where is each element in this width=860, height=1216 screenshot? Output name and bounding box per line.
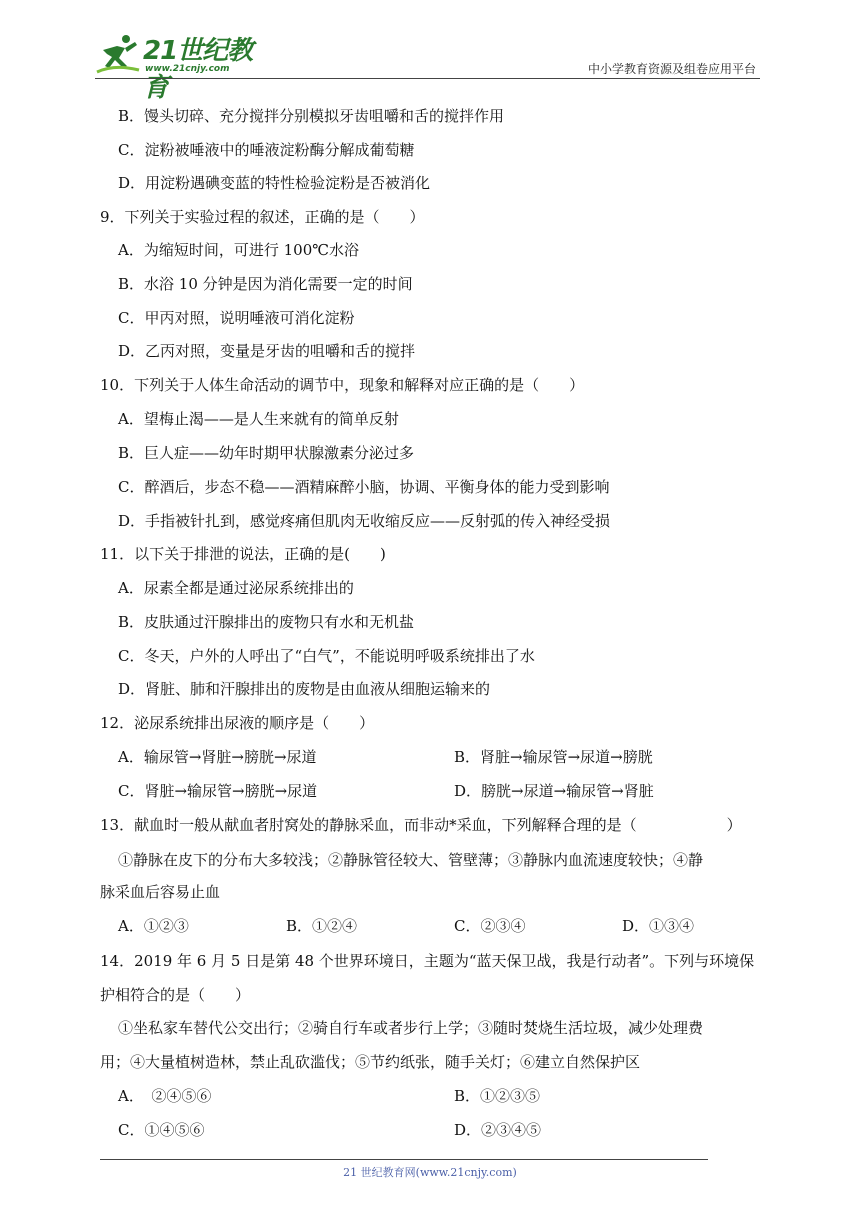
statement-line: 用；④大量植树造林，禁止乱砍滥伐；⑤节约纸张，随手关灯；⑥建立自然保护区 (100, 1053, 641, 1071)
option-line: B．①②③⑤ (454, 1087, 541, 1105)
question-11: 11．以下关于排泄的说法，正确的是( ) (100, 545, 386, 563)
option-line: A．尿素全都是通过泌尿系统排出的 (118, 579, 354, 597)
option-line: D．①③④ (622, 917, 695, 935)
statement-line: ①坐私家车替代公交出行；②骑自行车或者步行上学；③随时焚烧生活垃圾，减少处理费 (118, 1019, 704, 1037)
statement-line: 脉采血后容易止血 (100, 883, 221, 901)
question-14: 14．2019 年 6 月 5 日是第 48 个世界环境日，主题为“蓝天保卫战，我是行动者”。下列与环境保 (100, 952, 755, 970)
logo-url: www.21cnjy.com (145, 64, 230, 74)
option-line: A．望梅止渴——是人生来就有的简单反射 (118, 410, 399, 428)
question-10: 10．下列关于人体生命活动的调节中，现象和解释对应正确的是（ ） (100, 376, 585, 394)
option-line: D．肾脏、肺和汗腺排出的废物是由血液从细胞运输来的 (118, 680, 491, 698)
option-line: A．①②③ (118, 917, 189, 935)
option-line: C．冬天，户外的人呼出了“白气”，不能说明呼吸系统排出了水 (118, 647, 535, 665)
question-14-cont: 护相符合的是（ ） (100, 986, 251, 1004)
option-line: A．为缩短时间，可进行 100℃水浴 (118, 241, 360, 259)
option-line: A． ②④⑤⑥ (118, 1087, 212, 1105)
platform-name: 中小学教育资源及组卷应用平台 (587, 62, 756, 76)
option-line: C．甲丙对照，说明唾液可消化淀粉 (118, 309, 355, 327)
option-line: D．手指被针扎到，感觉疼痛但肌肉无收缩反应——反射弧的传入神经受损 (118, 512, 611, 530)
question-12: 12．泌尿系统排出尿液的顺序是（ ） (100, 714, 375, 732)
option-line: C．①④⑤⑥ (118, 1121, 205, 1139)
option-line: C．淀粉被唾液中的唾液淀粉酶分解成葡萄糖 (118, 141, 415, 159)
option-line: B．馒头切碎、充分搅拌分别模拟牙齿咀嚼和舌的搅拌作用 (118, 107, 505, 125)
option-line: B．水浴 10 分钟是因为消化需要一定的时间 (118, 275, 413, 293)
option-line: C．②③④ (454, 917, 526, 935)
option-line: B．巨人症——幼年时期甲状腺激素分泌过多 (118, 444, 415, 462)
option-line: D．用淀粉遇碘变蓝的特性检验淀粉是否被消化 (118, 174, 431, 192)
question-9: 9．下列关于实验过程的叙述，正确的是（ ） (100, 208, 425, 226)
logo-text: 21世纪教育 (143, 36, 253, 103)
option-line: C．肾脏→输尿管→膀胱→尿道 (118, 782, 318, 800)
footer-divider (100, 1159, 708, 1160)
option-line: D．膀胱→尿道→输尿管→肾脏 (454, 782, 654, 800)
option-line: B．肾脏→输尿管→尿道→膀胱 (454, 748, 653, 766)
option-line: D．②③④⑤ (454, 1121, 542, 1139)
question-13: 13．献血时一般从献血者肘窝处的静脉采血，而非动*采血，下列解释合理的是（ ） (100, 816, 742, 834)
statement-line: ①静脉在皮下的分布大多较浅；②静脉管径较大、管壁薄；③静脉内血流速度较快；④静 (118, 851, 704, 869)
page-header (95, 28, 760, 103)
site-logo (95, 28, 270, 103)
option-line: A．输尿管→肾脏→膀胱→尿道 (118, 748, 317, 766)
option-line: B．皮肤通过汗腺排出的废物只有水和无机盐 (118, 613, 415, 631)
runner-logo-icon (95, 32, 143, 76)
option-line: C．醉酒后，步态不稳——酒精麻醉小脑，协调、平衡身体的能力受到影响 (118, 478, 610, 496)
option-line: B．①②④ (286, 917, 358, 935)
header-divider (95, 78, 760, 79)
page-footer: 21 世纪教育网(www.21cnjy.com) (343, 1166, 517, 1179)
option-line: D．乙丙对照，变量是牙齿的咀嚼和舌的搅拌 (118, 342, 416, 360)
